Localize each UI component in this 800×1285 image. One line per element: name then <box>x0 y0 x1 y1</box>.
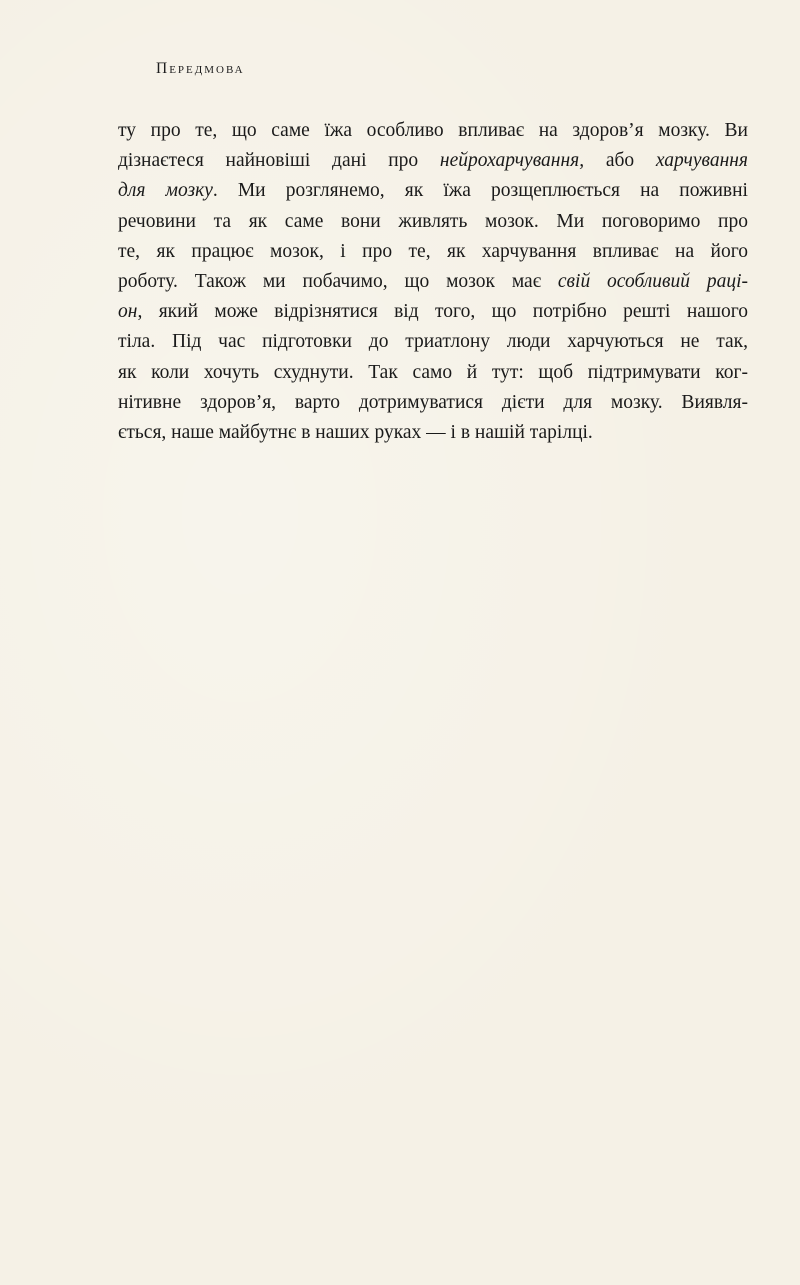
text-line <box>118 267 748 297</box>
italic-term: нейрохарчування, <box>439 150 585 172</box>
text-run: . Ми розглянемо, як їжа розщеплюється на поживні <box>212 180 748 202</box>
text-line <box>118 418 748 448</box>
text-run: або <box>584 150 656 172</box>
italic-term: для мозку <box>118 180 213 202</box>
text-line <box>118 358 748 388</box>
text-line <box>118 388 748 418</box>
text-run: речовини та як саме вони живлять мозок. Ми поговоримо про <box>118 210 748 232</box>
text-run: , який може відрізнятися від того, що потрібно решті нашого <box>137 301 748 323</box>
text-line <box>118 146 748 176</box>
text-run: роботу. Також ми побачимо, що мозок має <box>118 270 558 292</box>
text-run: як коли хочуть схуднути. Так само й тут: щоб підтримувати ког- <box>118 361 748 383</box>
text-line <box>118 327 748 357</box>
text-run: ту про те, що саме їжа особливо впливає на здоров’я мозку. Ви <box>118 120 748 141</box>
text-line <box>118 237 748 267</box>
text-line <box>118 176 748 206</box>
text-run: те, як працює мозок, і про те, як харчування впливає на його <box>118 240 748 262</box>
text-line <box>118 207 748 237</box>
body-paragraph <box>118 116 748 448</box>
text-line <box>118 116 748 146</box>
text-run: нітивне здоров’я, варто дотримуватися дієти для мозку. Виявля- <box>118 391 748 413</box>
text-run: ється, наше майбутнє в наших руках — і в нашій тарілці. <box>118 421 593 443</box>
text-run: дізнаєтеся найновіші дані про <box>118 150 440 172</box>
italic-term: свій особливий раці- <box>557 270 748 292</box>
italic-term: харчування <box>655 150 748 172</box>
text-line <box>118 297 748 327</box>
italic-term: он <box>118 301 138 323</box>
text-run: тіла. Під час підготовки до триатлону люди харчуються не так, <box>118 331 748 353</box>
running-header: Передмова <box>156 60 245 77</box>
